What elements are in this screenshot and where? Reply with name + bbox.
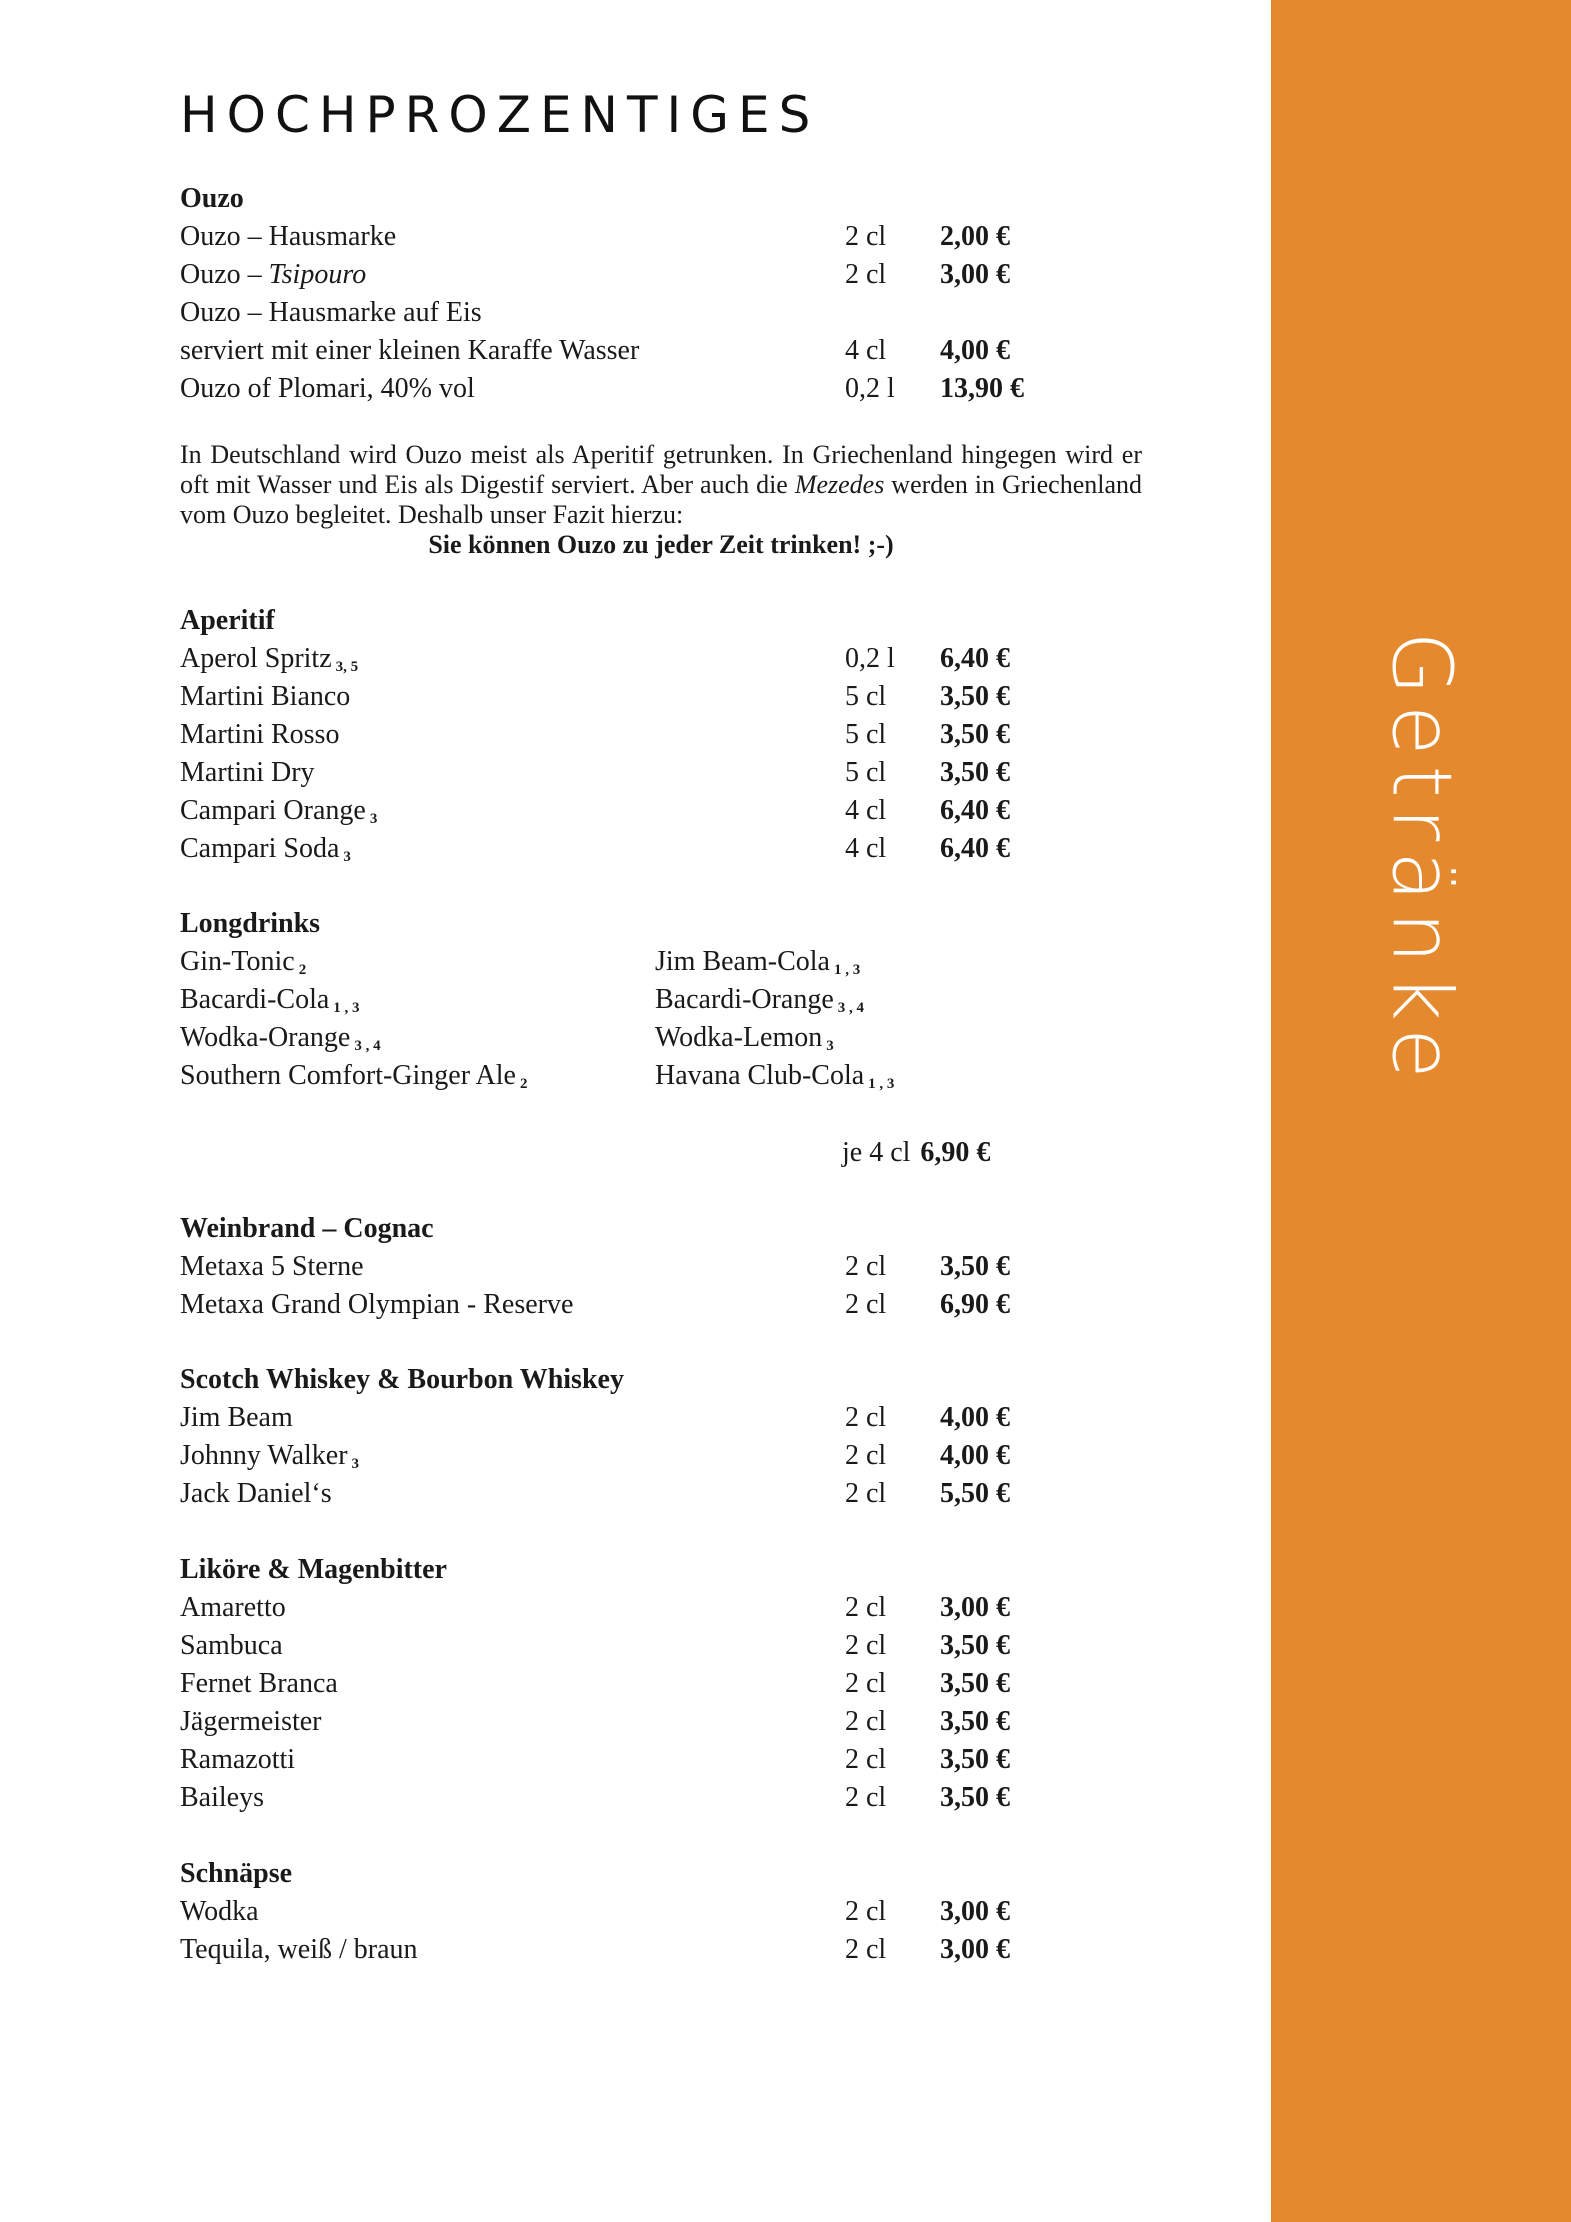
item-price: 4,00 € xyxy=(940,1440,1010,1471)
menu-row xyxy=(180,678,1180,716)
section-whiskey xyxy=(180,1361,1180,1513)
note-italic: Mezedes xyxy=(794,470,885,499)
item-name-text: Campari Orange xyxy=(180,795,366,826)
item-name xyxy=(180,943,306,985)
ouzo-note-bold: Sie können Ouzo zu jeder Zeit trinken! ;-) xyxy=(428,530,894,559)
menu-row xyxy=(180,1779,1180,1817)
menu-row xyxy=(180,943,1180,981)
section-heading: Liköre & Magenbitter xyxy=(180,1554,447,1585)
menu-row xyxy=(180,370,1180,408)
item-qty: 2 cl xyxy=(845,259,887,290)
item-qty: 2 cl xyxy=(845,1896,887,1927)
item-name-italic: Tsipouro xyxy=(268,259,367,290)
item-name xyxy=(180,830,351,872)
item-price: 13,90 € xyxy=(940,373,1024,404)
item-name: Sambuca xyxy=(180,1630,283,1661)
item-name xyxy=(180,1437,359,1479)
item-name: Wodka xyxy=(180,1896,259,1927)
item-name-text: Southern Comfort-Ginger Ale xyxy=(180,1060,516,1091)
side-title: Getränke xyxy=(1373,631,1469,1089)
item-name: Tequila, weiß / braun xyxy=(180,1934,418,1965)
item-qty: 5 cl xyxy=(845,719,887,750)
item-price: 5,50 € xyxy=(940,1478,1010,1509)
item-name: Amaretto xyxy=(180,1592,286,1623)
additive-note: 3 xyxy=(826,1038,834,1054)
item-price: 3,50 € xyxy=(940,1251,1010,1282)
additive-note: 1 , 3 xyxy=(868,1076,895,1092)
section-weinbrand xyxy=(180,1210,1180,1324)
item-name: Ramazotti xyxy=(180,1744,296,1775)
item-qty: 2 cl xyxy=(845,1706,887,1737)
item-name-text: Campari Soda xyxy=(180,833,340,864)
section-heading: Schnäpse xyxy=(180,1858,293,1889)
item-name: serviert mit einer kleinen Karaffe Wasser xyxy=(180,335,640,366)
item-price: 3,00 € xyxy=(940,1934,1010,1965)
item-qty: 4 cl xyxy=(845,335,887,366)
item-name: Jim Beam xyxy=(180,1402,293,1433)
item-qty: 0,2 l xyxy=(845,643,895,674)
note-text-2: werden in Griechenland vom Ouzo begleitet. Deshalb unser Fazit hierzu: xyxy=(180,470,1143,529)
menu-row xyxy=(180,1248,1180,1286)
item-name-text: Wodka-Orange xyxy=(180,1022,351,1053)
additive-note: 1 , 3 xyxy=(833,962,861,978)
item-name: Martini Rosso xyxy=(180,719,340,750)
item-name xyxy=(655,1019,834,1061)
section-schnaepse xyxy=(180,1855,1180,1969)
item-price: 4,00 € xyxy=(940,335,1010,366)
item-price: 3,50 € xyxy=(940,1630,1010,1661)
item-name xyxy=(180,1019,381,1061)
item-name: Ouzo of Plomari, 40% vol xyxy=(180,373,475,404)
item-name-text: Aperol Spritz xyxy=(180,643,332,674)
item-price: 2,00 € xyxy=(940,221,1010,252)
menu-row xyxy=(180,1627,1180,1665)
menu-row xyxy=(180,754,1180,792)
item-qty: 2 cl xyxy=(845,1592,887,1623)
menu-row xyxy=(180,332,1180,370)
item-qty: 2 cl xyxy=(845,1668,887,1699)
item-name-text: Gin-Tonic xyxy=(180,946,295,977)
item-qty: 2 cl xyxy=(845,1478,887,1509)
note-text-1: In Deutschland wird Ouzo meist als Aperitif getrunken. In Griechenland hingegen wird er oft mit Wasser und Eis als Digestif serviert. Aber auch die xyxy=(180,440,1142,499)
item-name: Jack Daniel‘s xyxy=(180,1478,332,1509)
item-qty: je 4 cl xyxy=(842,1137,911,1168)
item-price: 3,00 € xyxy=(940,1592,1010,1623)
additive-note: 3 , 4 xyxy=(837,1000,865,1016)
menu-row xyxy=(180,256,1180,294)
item-qty: 4 cl xyxy=(845,795,887,826)
item-name-text: Wodka-Lemon xyxy=(655,1022,823,1053)
additive-note: 3 xyxy=(343,849,351,865)
item-name: Ouzo – Hausmarke auf Eis xyxy=(180,297,482,328)
additive-note: 2 xyxy=(298,962,307,978)
section-heading: Aperitif xyxy=(180,605,275,636)
item-price: 3,50 € xyxy=(940,719,1010,750)
item-name xyxy=(655,943,860,985)
menu-row xyxy=(180,1475,1180,1513)
item-price: 3,50 € xyxy=(940,1782,1010,1813)
item-price: 6,90 € xyxy=(920,1137,991,1168)
item-price: 6,40 € xyxy=(940,833,1010,864)
section-aperitif xyxy=(180,602,1180,868)
section-likoere xyxy=(180,1551,1180,1817)
menu-row xyxy=(180,792,1180,830)
menu-row xyxy=(180,1286,1180,1324)
item-name-prefix: Ouzo – xyxy=(180,259,269,290)
additive-note: 2 xyxy=(519,1076,528,1092)
menu-row xyxy=(180,1703,1180,1741)
item-price: 3,00 € xyxy=(940,1896,1010,1927)
item-name xyxy=(180,792,377,834)
menu-row xyxy=(180,1057,1180,1095)
item-qty: 5 cl xyxy=(845,681,887,712)
item-qty: 2 cl xyxy=(845,1402,887,1433)
menu-row xyxy=(180,218,1180,256)
item-qty: 0,2 l xyxy=(845,373,895,404)
item-name-text: Jim Beam-Cola xyxy=(655,946,830,977)
item-price: 6,40 € xyxy=(940,795,1010,826)
item-name: Metaxa 5 Sterne xyxy=(180,1251,364,1282)
menu-row xyxy=(180,1665,1180,1703)
section-longdrinks xyxy=(180,905,1180,1095)
item-qty: 2 cl xyxy=(845,1630,887,1661)
menu-row xyxy=(180,981,1180,1019)
longdrinks-price xyxy=(842,1134,990,1172)
item-name: Martini Bianco xyxy=(180,681,351,712)
item-name: Martini Dry xyxy=(180,757,315,788)
item-name: Fernet Branca xyxy=(180,1668,338,1699)
item-name: Baileys xyxy=(180,1782,264,1813)
item-name-text: Johnny Walker xyxy=(180,1440,348,1471)
item-price: 6,90 € xyxy=(940,1289,1010,1320)
item-qty: 2 cl xyxy=(845,1440,887,1471)
page-title: HOCHPROZENTIGES xyxy=(180,86,820,144)
item-name: Ouzo – Hausmarke xyxy=(180,221,397,252)
item-qty: 4 cl xyxy=(845,833,887,864)
section-heading: Ouzo xyxy=(180,183,244,214)
additive-note: 3 xyxy=(351,1456,360,1472)
ouzo-note xyxy=(180,440,1142,530)
menu-row xyxy=(180,1741,1180,1779)
item-qty: 2 cl xyxy=(845,1289,887,1320)
item-name xyxy=(655,981,864,1023)
item-price: 3,50 € xyxy=(940,1706,1010,1737)
item-price: 3,50 € xyxy=(940,681,1010,712)
item-name xyxy=(655,1057,894,1099)
item-name: Metaxa Grand Olympian - Reserve xyxy=(180,1289,574,1320)
menu-row xyxy=(180,716,1180,754)
section-ouzo xyxy=(180,180,1180,408)
item-qty: 2 cl xyxy=(845,1934,887,1965)
item-qty: 2 cl xyxy=(845,1251,887,1282)
item-qty: 2 cl xyxy=(845,221,887,252)
additive-note: 1 , 3 xyxy=(333,1000,360,1016)
item-price: 3,50 € xyxy=(940,1668,1010,1699)
menu-row xyxy=(180,294,1180,332)
item-price: 3,50 € xyxy=(940,757,1010,788)
section-heading: Longdrinks xyxy=(180,908,321,939)
menu-row xyxy=(180,1437,1180,1475)
menu-row xyxy=(180,1019,1180,1057)
item-price: 3,50 € xyxy=(940,1744,1010,1775)
item-name-text: Bacardi-Cola xyxy=(180,984,330,1015)
additive-note: 3 xyxy=(369,811,378,827)
menu-row xyxy=(180,1589,1180,1627)
item-name xyxy=(180,256,366,294)
item-price: 4,00 € xyxy=(940,1402,1010,1433)
additive-note: 3 , 4 xyxy=(354,1038,381,1054)
orange-side-band xyxy=(1271,0,1571,2222)
item-name: Jägermeister xyxy=(180,1706,322,1737)
additive-note: 3, 5 xyxy=(335,659,359,675)
menu-row xyxy=(180,1931,1180,1969)
menu-row xyxy=(180,1893,1180,1931)
item-price: 3,00 € xyxy=(940,259,1010,290)
item-name-text: Havana Club-Cola xyxy=(655,1060,865,1091)
section-heading: Scotch Whiskey & Bourbon Whiskey xyxy=(180,1364,624,1395)
menu-row xyxy=(180,640,1180,678)
item-qty: 2 cl xyxy=(845,1744,887,1775)
item-qty: 2 cl xyxy=(845,1782,887,1813)
item-qty: 5 cl xyxy=(845,757,887,788)
item-name xyxy=(180,1057,527,1099)
menu-row xyxy=(180,830,1180,868)
item-name xyxy=(180,981,360,1023)
menu-row xyxy=(180,1399,1180,1437)
item-name-text: Bacardi-Orange xyxy=(655,984,834,1015)
section-heading: Weinbrand – Cognac xyxy=(180,1213,434,1244)
item-price: 6,40 € xyxy=(940,643,1010,674)
item-name xyxy=(180,640,358,682)
